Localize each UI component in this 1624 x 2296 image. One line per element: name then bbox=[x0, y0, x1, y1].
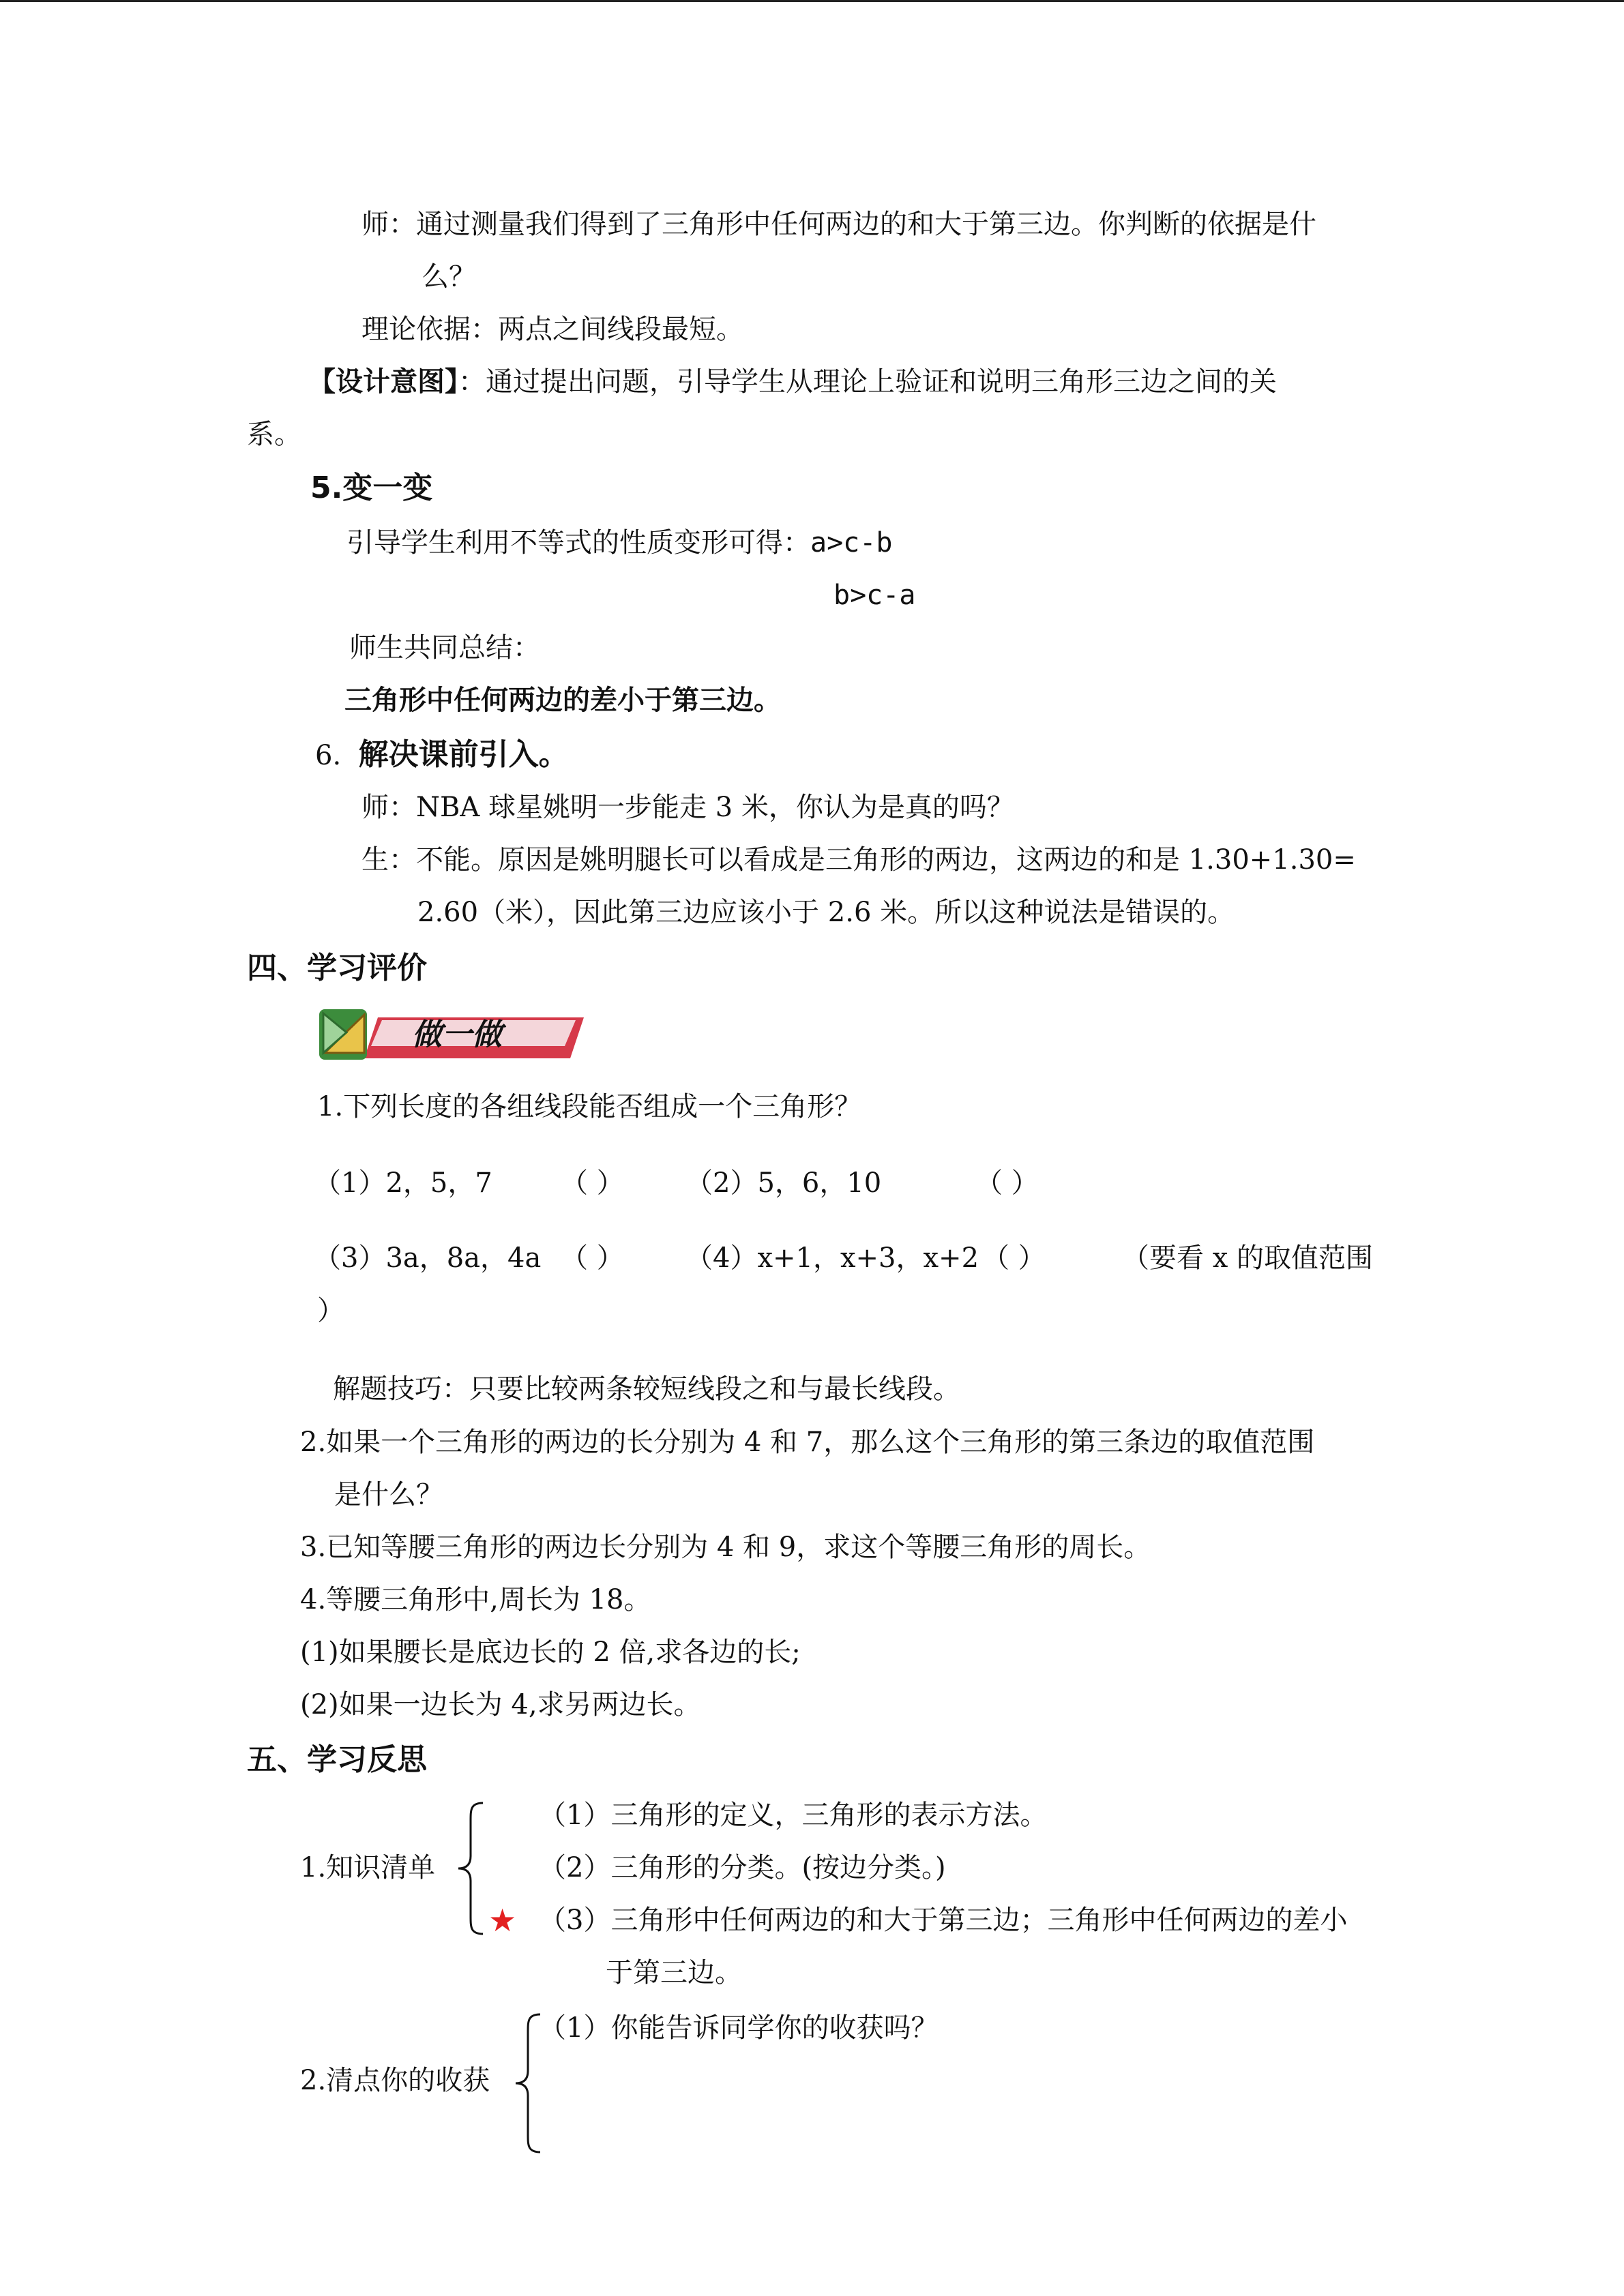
solving-tip: 解题技巧：只要比较两条较短线段之和与最长线段。 bbox=[333, 1373, 960, 1405]
question-4: 4.等腰三角形中,周长为 18。 bbox=[300, 1584, 651, 1615]
q1-item-3: （3）3a，8a，4a bbox=[314, 1242, 542, 1274]
formula-a: a>c-b bbox=[810, 527, 893, 558]
q1-item-4-blank: （ ） bbox=[982, 1242, 1046, 1274]
knowledge-item-3-line2: 于第三边。 bbox=[606, 1957, 742, 1988]
teacher-nba: 师：NBA 球星姚明一步能走 3 米，你认为是真的吗？ bbox=[361, 792, 1014, 823]
knowledge-list-label: 1.知识清单 bbox=[300, 1852, 436, 1883]
do-it-banner-text: 做一做 bbox=[412, 1017, 502, 1052]
do-it-banner bbox=[316, 1005, 584, 1067]
knowledge-item-1: （1）三角形的定义，三角形的表示方法。 bbox=[539, 1800, 1048, 1831]
design-intent-text: ：通过提出问题，引导学生从理论上验证和说明三角形三边之间的关 bbox=[458, 366, 1277, 398]
student-answer-line1: 生：不能。原因是姚明腿长可以看成是三角形的两边，这两边的和是 1.30+1.30= bbox=[361, 844, 1356, 876]
q1-item-1: （1）2，5，7 bbox=[314, 1167, 492, 1199]
summary-conclusion: 三角形中任何两边的差小于第三边。 bbox=[344, 685, 781, 716]
question-3: 3.已知等腰三角形的两边长分别为 4 和 9，求这个等腰三角形的周长。 bbox=[300, 1532, 1151, 1563]
design-intent bbox=[308, 364, 1277, 400]
heading-6 bbox=[315, 737, 569, 773]
top-rule bbox=[0, 0, 1624, 2]
summary-label: 师生共同总结： bbox=[349, 632, 540, 664]
question-2-line2: 是什么？ bbox=[334, 1479, 443, 1510]
teacher-question-line1: 师：通过测量我们得到了三角形中任何两边的和大于第三边。你判断的依据是什 bbox=[361, 209, 1316, 240]
do-it-banner-graphic bbox=[316, 1005, 584, 1067]
q1-item-4-note-end: ） bbox=[317, 1295, 344, 1326]
derivation-text: 引导学生利用不等式的性质变形可得： bbox=[346, 527, 810, 558]
q1-item-2-blank: （ ） bbox=[975, 1167, 1039, 1199]
gains-label: 2.清点你的收获 bbox=[300, 2065, 490, 2096]
student-answer-line2: 2.60（米），因此第三边应该小于 2.6 米。所以这种说法是错误的。 bbox=[417, 897, 1235, 928]
knowledge-list-brace bbox=[456, 1800, 487, 1937]
q1-item-4: （4）x+1，x+3，x+2 bbox=[685, 1242, 979, 1274]
derivation-line bbox=[346, 525, 892, 561]
q1-item-2: （2）5，6，10 bbox=[685, 1167, 882, 1199]
star-icon: ★ bbox=[488, 1902, 517, 1939]
design-intent-label: 【设计意图】 bbox=[308, 366, 458, 398]
q1-item-1-blank: （ ） bbox=[561, 1167, 624, 1199]
theory-basis: 理论依据：两点之间线段最短。 bbox=[361, 314, 743, 345]
heading-6-num: 6. bbox=[315, 740, 342, 771]
q1-item-4-note: （要看 x 的取值范围 bbox=[1122, 1242, 1373, 1274]
question-4-part1: (1)如果腰长是底边长的 2 倍,求各边的长; bbox=[300, 1637, 801, 1668]
question-4-part2: (2)如果一边长为 4,求另两边长。 bbox=[300, 1689, 701, 1720]
heading-6-text: 解决课前引入。 bbox=[358, 737, 569, 772]
formula-b: b>c-a bbox=[833, 580, 916, 611]
knowledge-item-3-line1: （3）三角形中任何两边的和大于第三边；三角形中任何两边的差小 bbox=[539, 1905, 1348, 1936]
teacher-question-line2: 么？ bbox=[422, 261, 476, 293]
heading-5: 5.变一变 bbox=[310, 471, 433, 505]
q1-item-3-blank: （ ） bbox=[561, 1242, 624, 1274]
question-1: 1.下列长度的各组线段能否组成一个三角形？ bbox=[317, 1091, 862, 1122]
heading-five: 五、学习反思 bbox=[247, 1742, 427, 1777]
design-intent-cont: 系。 bbox=[247, 419, 301, 450]
knowledge-item-2: （2）三角形的分类。(按边分类。) bbox=[539, 1852, 946, 1883]
gains-item-1: （1）你能告诉同学你的收获吗？ bbox=[539, 2012, 939, 2044]
question-2-line1: 2.如果一个三角形的两边的长分别为 4 和 7，那么这个三角形的第三条边的取值范围 bbox=[300, 1427, 1315, 1458]
heading-four: 四、学习评价 bbox=[247, 951, 427, 985]
